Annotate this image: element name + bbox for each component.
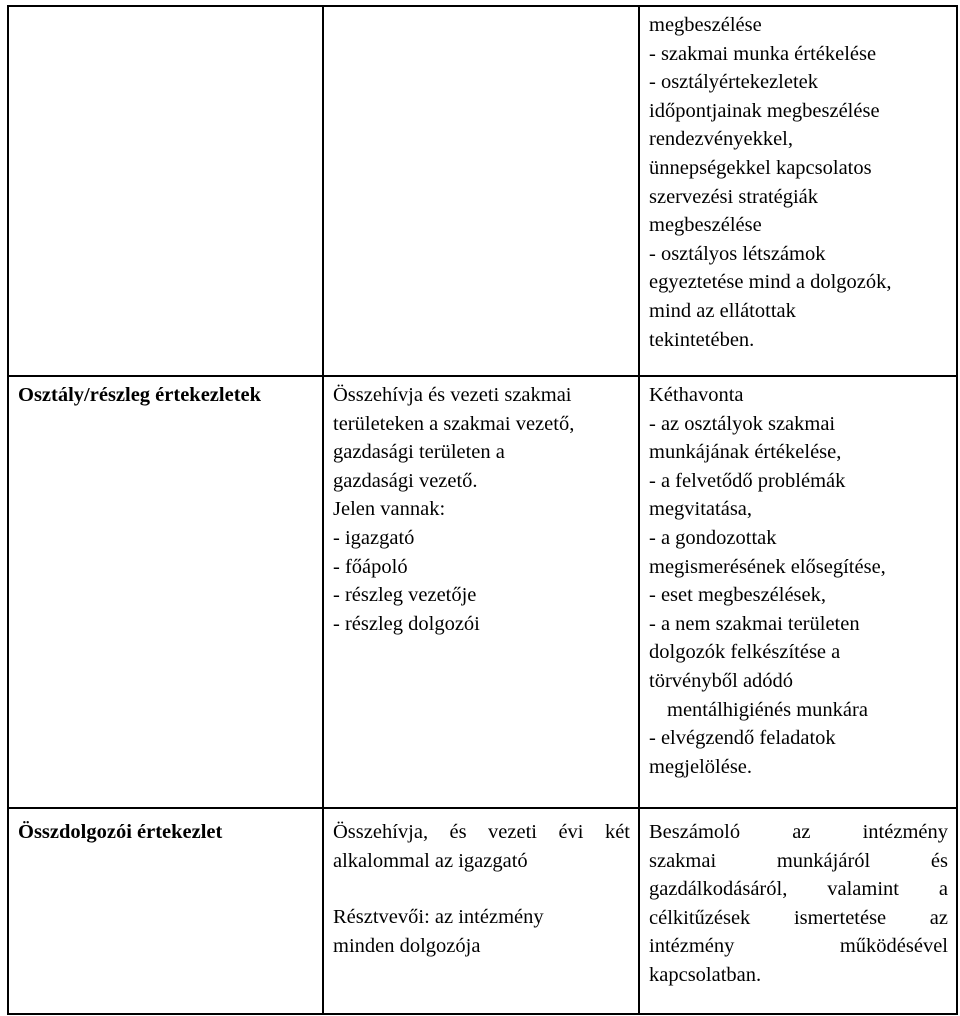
document-page — [7, 5, 956, 1013]
organizer-cell — [323, 808, 639, 1014]
content-line: intézmény működésével — [649, 935, 948, 958]
table-row — [8, 376, 957, 808]
content-cell — [639, 376, 957, 808]
content-line: megjelölése. — [649, 755, 753, 778]
content-line: kapcsolatban. — [649, 963, 762, 986]
content-line: - eset megbeszélések, — [649, 584, 827, 607]
organizer-line: területeken a szakmai vezető, — [333, 412, 575, 435]
organizer-line: - igazgató — [333, 526, 415, 549]
content-line: - elvégzendő feladatok — [649, 727, 836, 750]
content-line: egyeztetése mind a dolgozók, — [649, 271, 892, 294]
content-line: Beszámoló az intézmény — [649, 821, 948, 843]
organizer-cell — [323, 376, 639, 808]
content-line: mind az ellátottak — [649, 299, 796, 322]
content-line: időpontjainak megbeszélése — [649, 99, 880, 122]
content-line: - a felvetődő problémák — [649, 469, 846, 492]
content-line: - a nem szakmai területen — [649, 612, 860, 635]
meetings-table — [7, 5, 958, 1015]
organizer-cell — [323, 6, 639, 376]
organizer-line: - részleg vezetője — [333, 584, 477, 607]
organizer-line: - főápoló — [333, 555, 408, 578]
content-line: Kéthavonta — [649, 384, 744, 406]
meeting-type-cell — [8, 808, 323, 1014]
content-line: törvényből adódó — [649, 669, 794, 692]
organizer-line: gazdasági területen a — [333, 441, 505, 464]
content-cell — [639, 808, 957, 1014]
table-row — [8, 808, 957, 1014]
content-line: - szakmai munka értékelése — [649, 42, 877, 65]
content-line: célkitűzések ismertetése az — [649, 906, 948, 929]
content-line: ünnepségekkel kapcsolatos — [649, 156, 872, 179]
meeting-type-title: Osztály/részleg értekezletek — [18, 384, 262, 406]
table-row — [8, 6, 957, 376]
content-line: megvitatása, — [649, 498, 753, 521]
content-line: munkájának értékelése, — [649, 441, 842, 464]
content-line: megbeszélése — [649, 14, 762, 36]
blank-line — [333, 875, 630, 903]
content-line: - osztályos létszámok — [649, 242, 826, 265]
content-line: - az osztályok szakmai — [649, 412, 836, 435]
organizer-line: Résztvevői: az intézmény — [333, 906, 544, 929]
organizer-line: Összehívja, és vezeti évi két — [333, 821, 630, 843]
organizer-line: Összehívja és vezeti szakmai — [333, 384, 572, 406]
content-cell — [639, 6, 957, 376]
content-line: megismerésének elősegítése, — [649, 555, 886, 578]
content-line: tekintetében. — [649, 328, 755, 351]
organizer-line: - részleg dolgozói — [333, 612, 480, 635]
organizer-line: minden dolgozója — [333, 934, 481, 957]
content-line: szervezési stratégiák — [649, 185, 819, 208]
content-line: - a gondozottak — [649, 526, 777, 549]
organizer-line: gazdasági vezető. — [333, 469, 478, 492]
content-line: rendezvényekkel, — [649, 128, 793, 151]
content-line: megbeszélése — [649, 214, 762, 237]
content-line: gazdálkodásáról, valamint a — [649, 878, 948, 901]
content-line: szakmai munkájáról és — [649, 849, 948, 872]
organizer-line: Jelen vannak: — [333, 498, 446, 521]
content-line: mentálhigiénés munkára — [667, 698, 868, 721]
content-line: dolgozók felkészítése a — [649, 641, 841, 664]
content-line: - osztályértekezletek — [649, 71, 819, 94]
meeting-type-title: Összdolgozói értekezlet — [18, 821, 223, 843]
organizer-line: alkalommal az igazgató — [333, 849, 528, 872]
meeting-type-cell — [8, 376, 323, 808]
meeting-type-cell — [8, 6, 323, 376]
